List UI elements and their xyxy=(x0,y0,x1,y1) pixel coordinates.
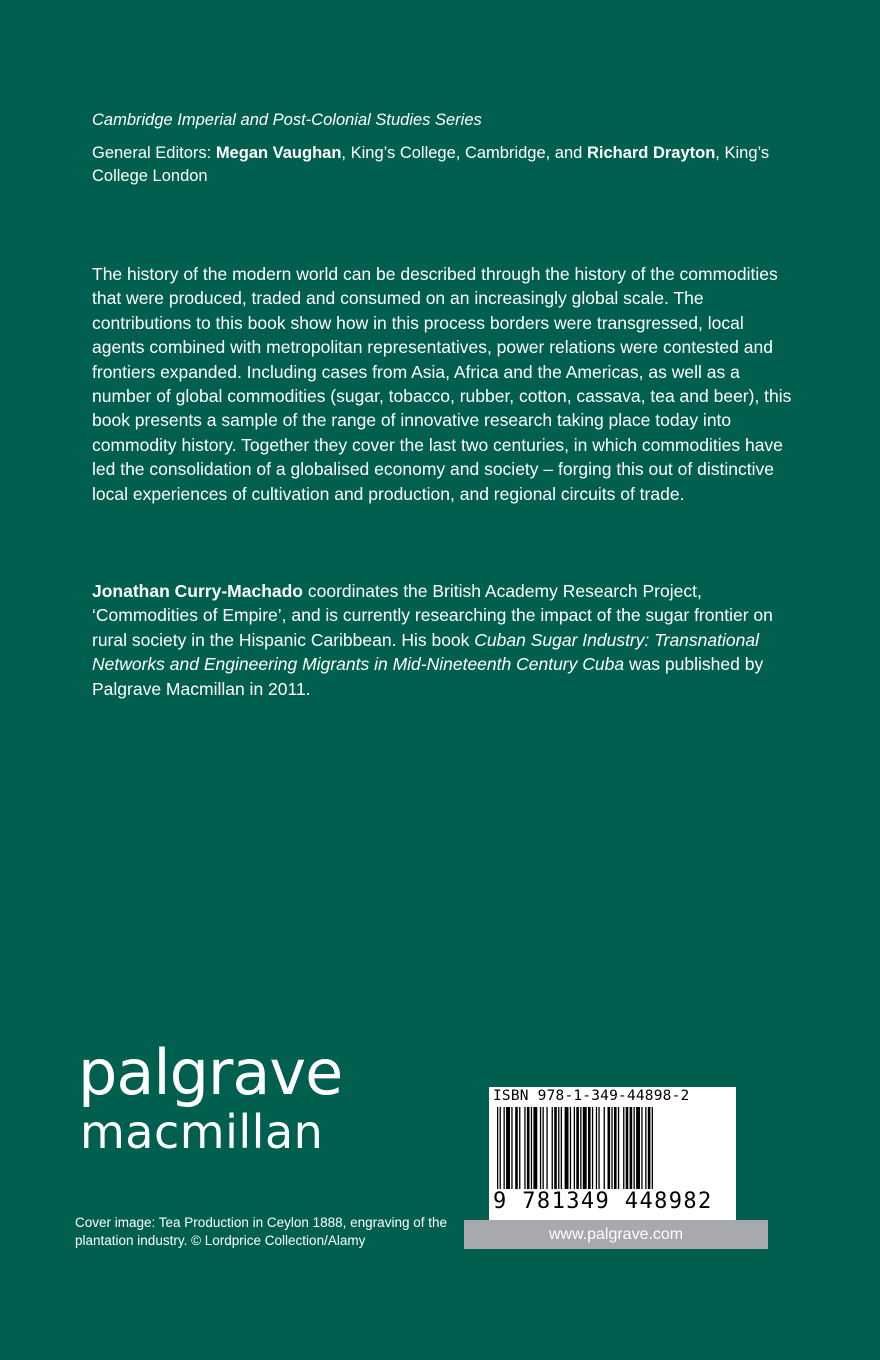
barcode-bar xyxy=(554,1107,557,1199)
barcode-bar xyxy=(592,1107,593,1199)
cover-image-credit: Cover image: Tea Production in Ceylon 1888, engraving of the plantation industry. © Lordprice Collection/Alamy xyxy=(75,1215,447,1248)
barcode-bar xyxy=(652,1107,653,1199)
barcode-bar xyxy=(533,1107,537,1199)
barcode-bar xyxy=(519,1107,520,1199)
barcode-bar xyxy=(630,1107,633,1199)
logo-macmillan: macmillan xyxy=(80,1105,324,1159)
editor-bio xyxy=(92,579,792,701)
logo-palgrave: palgrave xyxy=(78,1036,343,1109)
barcode-bar xyxy=(618,1107,619,1199)
bio-text-2: was published by Palgrave Macmillan in 2011. xyxy=(92,654,764,699)
barcode-bar xyxy=(576,1107,579,1199)
series-info xyxy=(92,108,802,188)
barcode-digits: 9 781349 448982 xyxy=(493,1189,713,1214)
barcode-bar xyxy=(596,1107,597,1199)
isbn-label: ISBN 978-1-349-44898-2 xyxy=(493,1088,690,1104)
barcode-bar xyxy=(598,1107,599,1199)
barcode-bar xyxy=(623,1107,624,1199)
publisher-url[interactable]: www.palgrave.com xyxy=(464,1220,768,1249)
barcode-bar xyxy=(511,1107,512,1199)
barcode-bar xyxy=(641,1107,642,1199)
barcode-bar xyxy=(588,1107,591,1199)
barcode-bar xyxy=(648,1107,651,1199)
barcode-bar xyxy=(558,1107,559,1199)
barcode-bar xyxy=(524,1107,525,1199)
barcode-bar xyxy=(626,1107,629,1199)
barcode-bar xyxy=(608,1107,611,1199)
barcode-bar xyxy=(561,1107,562,1199)
editors-prefix: General Editors: xyxy=(92,144,216,162)
barcode-bar xyxy=(527,1107,530,1199)
barcode-bar xyxy=(645,1107,646,1199)
barcode-bar xyxy=(552,1107,553,1199)
barcode-bar xyxy=(565,1107,569,1199)
editor-1-affiliation: , King’s College, Cambridge, and xyxy=(341,144,587,162)
barcode-bar xyxy=(531,1107,532,1199)
barcode-bar xyxy=(543,1107,544,1199)
barcode-bar xyxy=(580,1107,581,1199)
barcode-bar xyxy=(583,1107,587,1199)
isbn-barcode xyxy=(489,1087,736,1220)
barcode-bar xyxy=(515,1107,518,1199)
editor-2-name: Richard Drayton xyxy=(586,144,716,162)
barcode-bars xyxy=(497,1107,709,1199)
barcode-bar xyxy=(611,1107,612,1199)
barcode-bar xyxy=(614,1107,617,1199)
barcode-bar xyxy=(497,1107,498,1199)
barcode-bar xyxy=(540,1107,541,1199)
series-title: Cambridge Imperial and Post-Colonial Studies Series xyxy=(92,111,482,129)
barcode-bar xyxy=(604,1107,605,1199)
barcode-bar xyxy=(500,1107,501,1199)
barcode-bar xyxy=(574,1107,575,1199)
bio-book-title: Cuban Sugar Industry: Transnational Networks and Engineering Migrants in Mid-Nineteenth Century Cuba xyxy=(92,629,759,675)
barcode-bar xyxy=(636,1107,640,1199)
editor-1-name: Megan Vaughan xyxy=(215,144,342,162)
publisher-logo xyxy=(78,1036,378,1159)
barcode-bar xyxy=(546,1107,547,1199)
editor-2-affiliation: , King’s College London xyxy=(92,144,770,185)
bio-author-name: Jonathan Curry-Machado xyxy=(92,581,303,601)
bio-text-1: coordinates the British Academy Research Project, ‘Commodities of Empire’, and is currently researching the impact of the sugar frontier on rural society in the Hispanic Caribbean. His book xyxy=(92,581,773,650)
barcode-bar xyxy=(506,1107,510,1199)
barcode-bar xyxy=(570,1107,571,1199)
book-description: The history of the modern world can be described through the history of the commodities that were produced, traded and consumed on an increasingly global scale. The contributions to this book show how in this process borders were transgressed, local agents combined with metropolitan representatives, power relations were contested and frontiers expanded. Including cases from Asia, Africa and the Americas, as well as a number of global commodities (sugar, tobacco, rubber, cotton, cassava, tea and beer), this book presents a sample of the range of innovative research taking place today into commodity history. Together they cover the last two centuries, in which commodities have led the consolidation of a globalised economy and society – forging this out of distinctive local experiences of cultivation and production, and regional circuits of trade. xyxy=(92,264,792,504)
general-editors xyxy=(92,142,802,188)
barcode-bar xyxy=(504,1107,505,1199)
barcode-bar xyxy=(634,1107,635,1199)
